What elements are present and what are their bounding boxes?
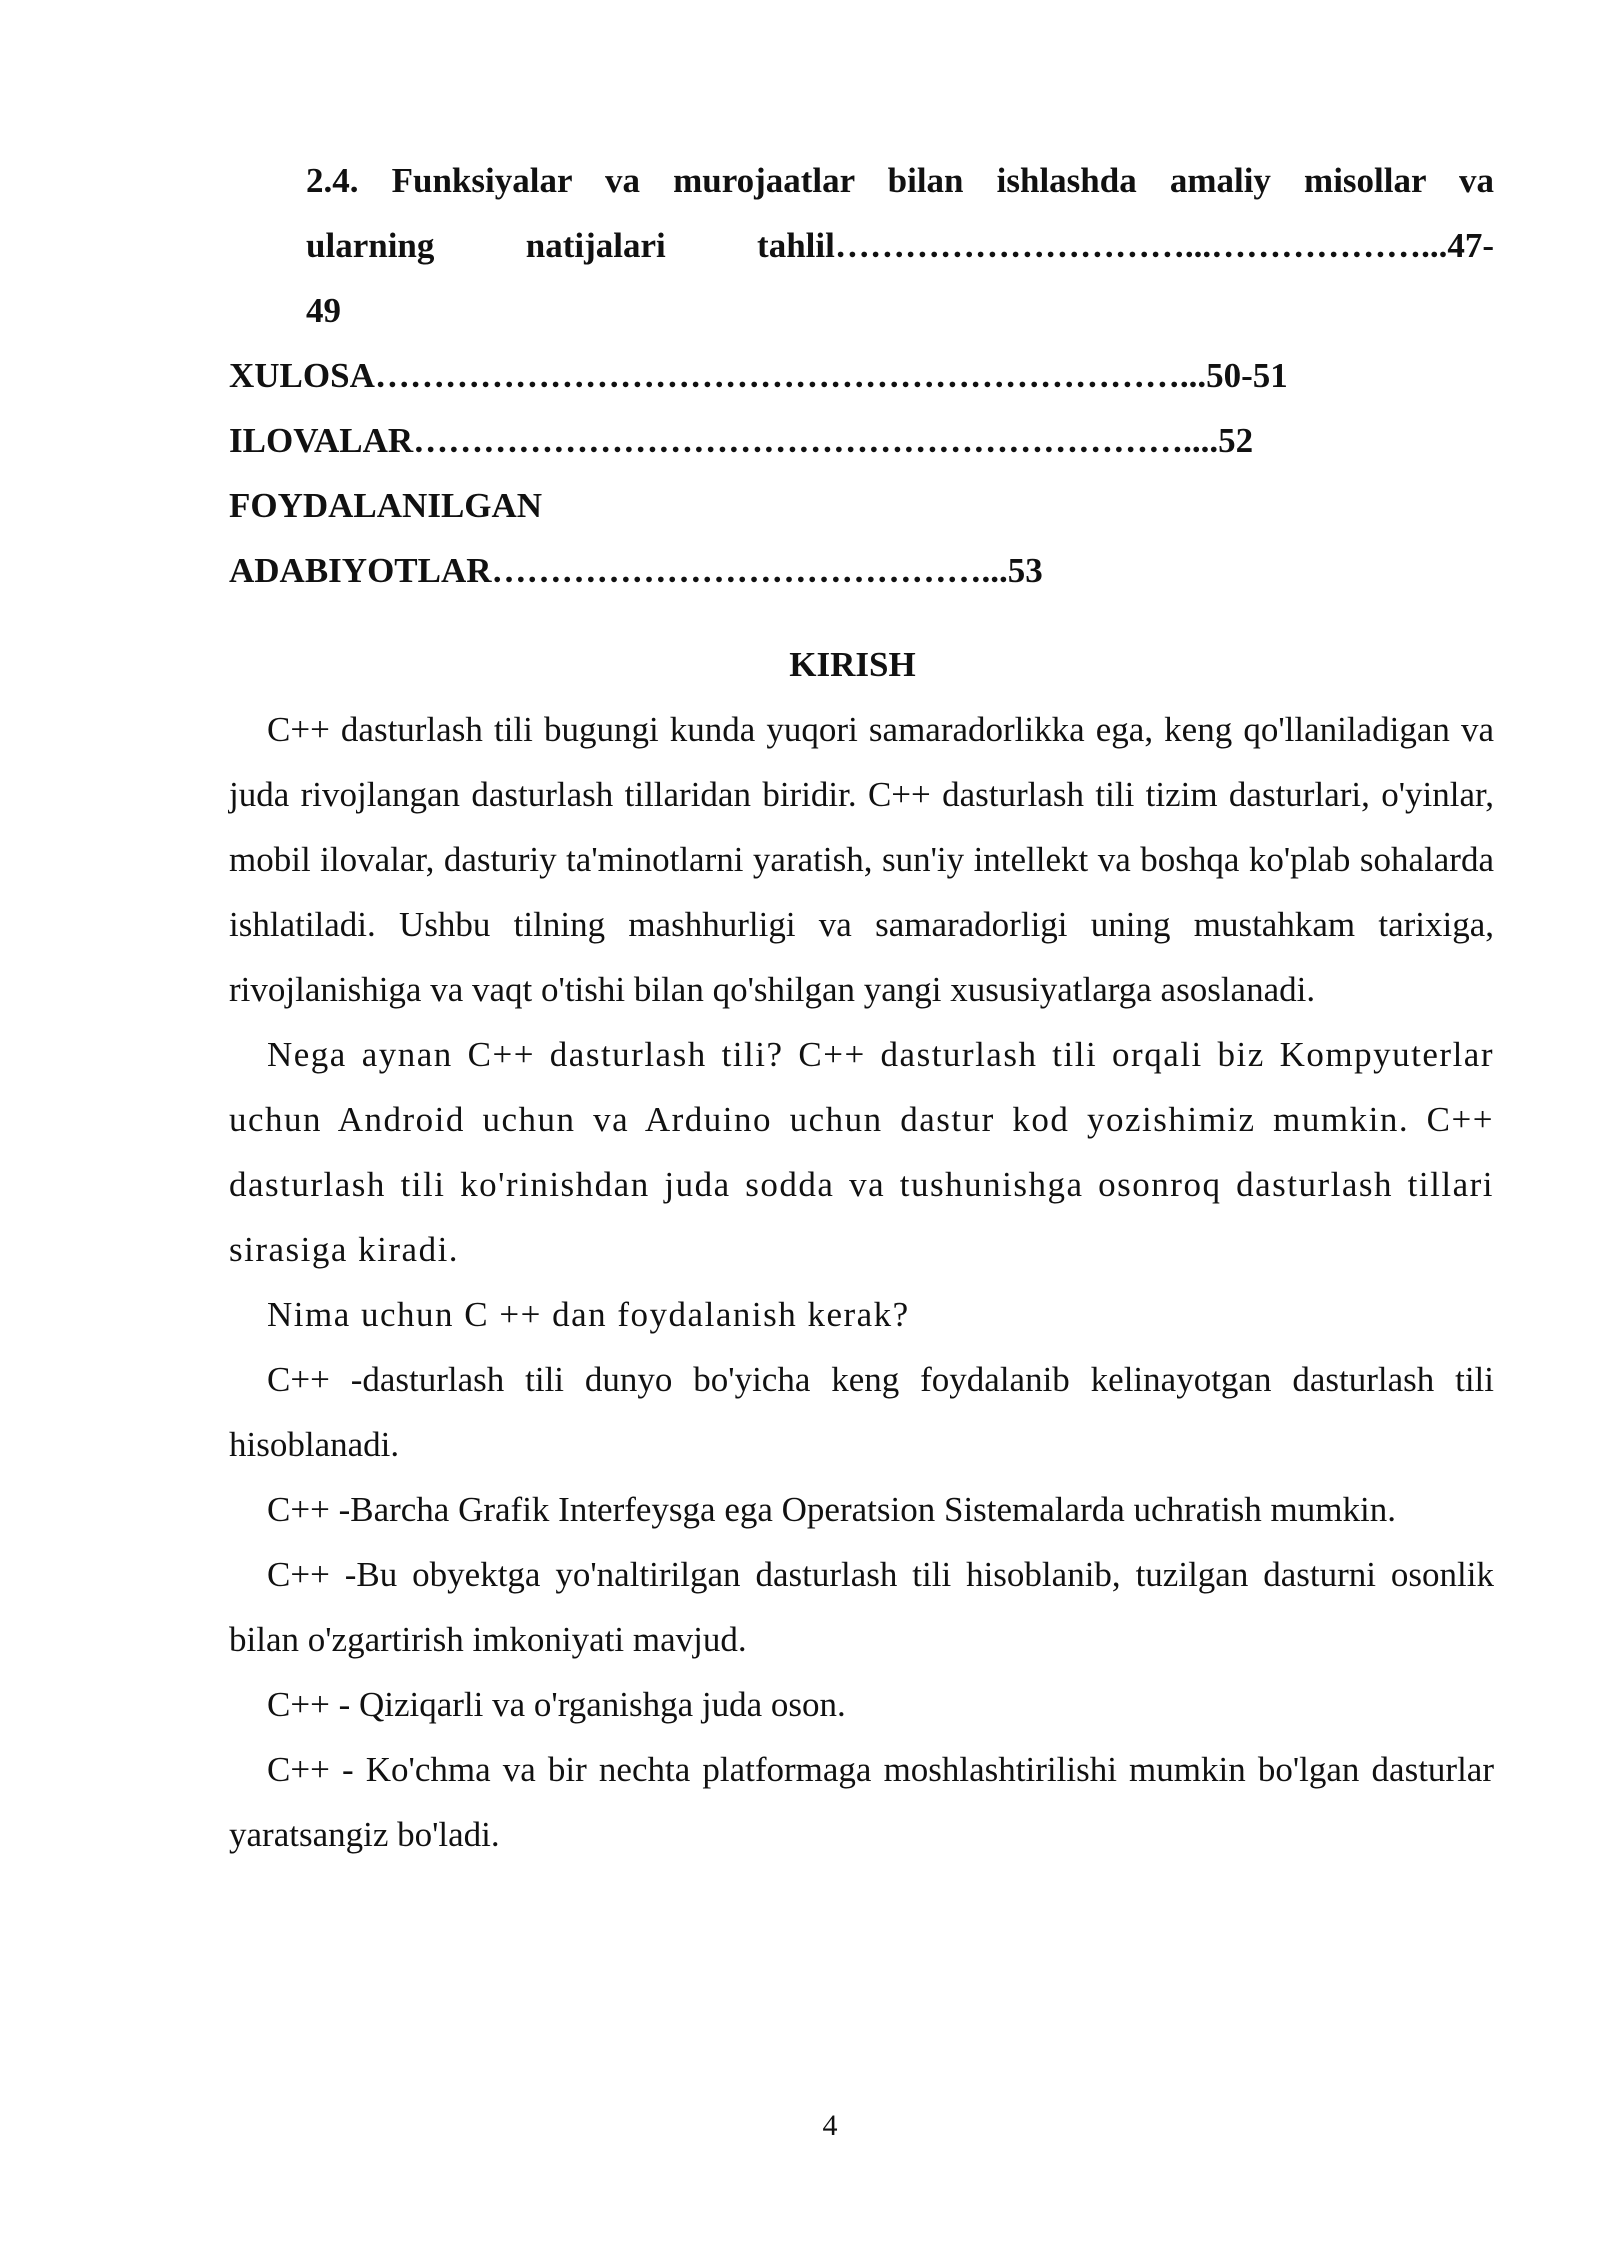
body-text (229, 697, 1494, 1867)
toc-entry-ilovalar: ILOVALAR…………………………………………………………....52 (229, 421, 1254, 460)
paragraph: Nima uchun C ++ dan foydalanish kerak? (267, 1295, 910, 1334)
toc-entry-line: 49 (306, 291, 341, 330)
toc-entry-line: ularning natijalari tahlil…………………………...………………...47- (306, 226, 1494, 265)
paragraph: C++ - Qiziqarli va o'rganishga juda oson. (267, 1685, 846, 1724)
toc-entry-adabiyotlar-line1: FOYDALANILGAN (229, 486, 543, 525)
table-of-contents (229, 148, 1494, 603)
toc-entry-section-2-4 (229, 148, 1494, 343)
paragraph: C++ - Ko'chma va bir nechta platformaga moshlashtirilishi mumkin bo'lgan dasturlar yaratsangiz bo'ladi. (229, 1750, 1494, 1854)
paragraph: C++ dasturlash tili bugungi kunda yuqori samaradorlikka ega, keng qo'llaniladigan va juda rivojlangan dasturlash tillaridan biridir. C++ dasturlash tili tizim dasturlari, o'yinlar, mobil ilovalar, dasturiy ta'minotlarni yaratish, sun'iy intellekt va boshqa ko'plab sohalarda ishlatiladi. Ushbu tilning mashhurligi va samaradorligi uning mustahkam tarixiga, rivojlanishiga va vaqt o'tishi bilan qo'shilgan yangi xususiyatlarga asoslanadi. (229, 710, 1494, 1009)
paragraph: Nega aynan C++ dasturlash tili? C++ dasturlash tili orqali biz Kompyuterlar uchun Android uchun va Arduino uchun dastur kod yozishimiz mumkin. C++ dasturlash tili ko'rinishdan juda sodda va tushunishga osonroq dasturlash tillari sirasiga kiradi. (229, 1035, 1494, 1269)
paragraph: C++ -Bu obyektga yo'naltirilgan dasturlash tili hisoblanib, tuzilgan dasturni osonlik bilan o'zgartirish imkoniyati mavjud. (229, 1555, 1494, 1659)
toc-entry-adabiyotlar-line2: ADABIYOTLAR……………………………………...53 (229, 551, 1043, 590)
page-number: 4 (822, 2109, 838, 2142)
section-heading: KIRISH (789, 645, 916, 684)
paragraph: C++ -Barcha Grafik Interfeysga ega Operatsion Sistemalarda uchratish mumkin. (267, 1490, 1396, 1529)
paragraph: C++ -dasturlash tili dunyo bo'yicha keng foydalanib kelinayotgan dasturlash tili hisoblanadi. (229, 1360, 1494, 1464)
toc-entry-line: 2.4. Funksiyalar va murojaatlar bilan ishlashda amaliy misollar va (306, 161, 1494, 200)
toc-entry-xulosa: XULOSA……………………………………………………………...50-51 (229, 356, 1288, 395)
